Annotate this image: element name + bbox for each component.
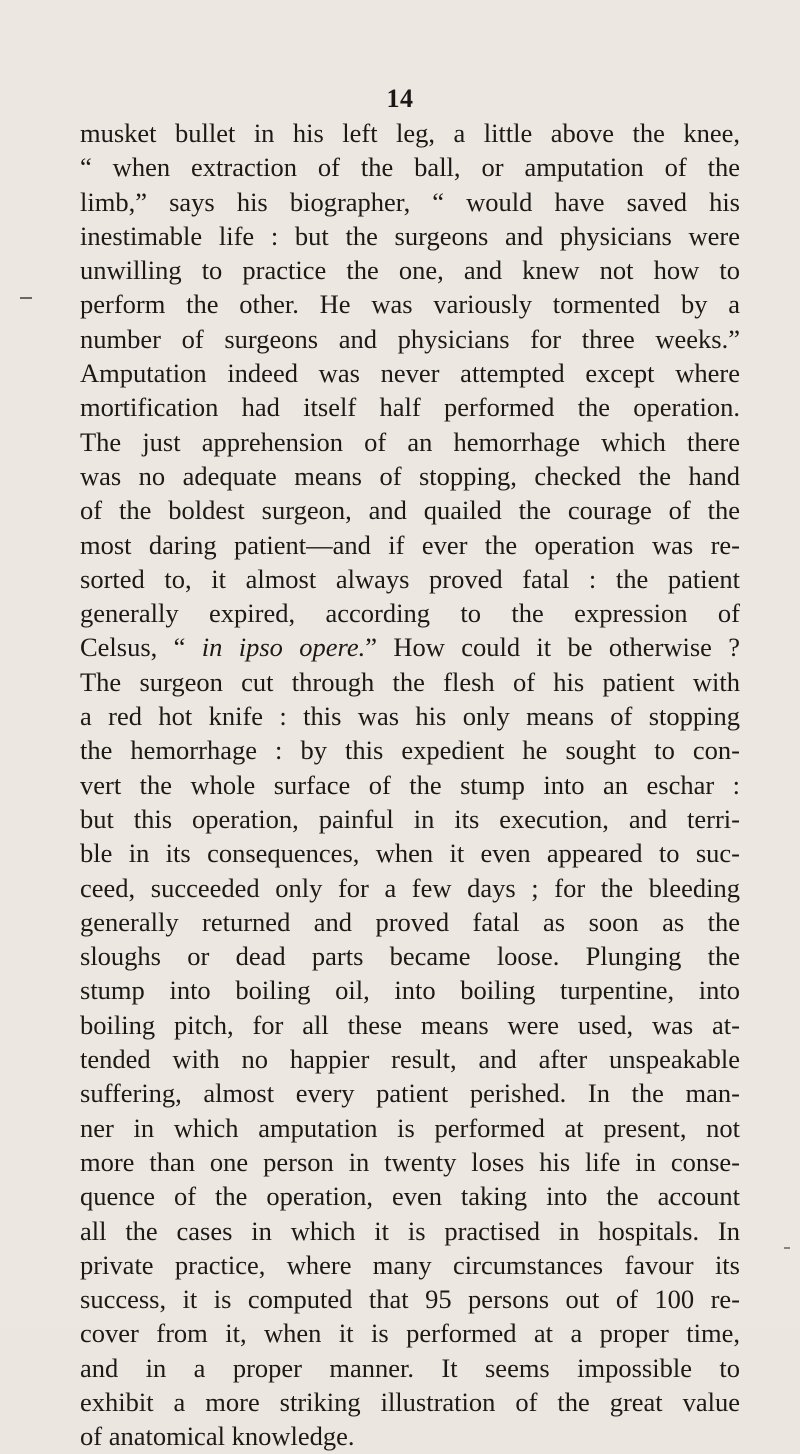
text-line: sloughs or dead parts became loose. Plunging the [80, 941, 740, 972]
text-line: ceed, succeeded only for a few days ; for the bleeding [80, 872, 740, 903]
text-line: but this operation, painful in its execution, and terri- [80, 803, 740, 834]
page-number: 14 [386, 84, 414, 113]
text-line: cover from it, when it is performed at a proper time, [80, 1318, 740, 1349]
text-line: “ when extraction of the ball, or amputation of the [80, 152, 740, 183]
text-line: more than one person in twenty loses his life in conse- [80, 1146, 740, 1177]
margin-mark [20, 297, 32, 299]
text-line: a red hot knife : this was his only means of stopping [80, 701, 740, 732]
text-line: ner in which amputation is performed at present, not [80, 1112, 740, 1143]
text-line: tended with no happier result, and after unspeakable [80, 1044, 740, 1075]
text-line: of the boldest surgeon, and quailed the courage of the [80, 495, 740, 526]
text-line: Celsus, “ in ipso opere.” How could it be otherwise ? [80, 632, 740, 663]
text-line: Amputation indeed was never attempted except where [80, 358, 740, 389]
text-line: generally returned and proved fatal as soon as the [80, 906, 740, 937]
text-line: quence of the operation, even taking into the account [80, 1181, 740, 1212]
text-line: generally expired, according to the expression of [80, 598, 740, 629]
text-line: and in a proper manner. It seems impossible to [80, 1352, 740, 1383]
italic-phrase: in ipso opere. [201, 632, 366, 663]
text-line: success, it is computed that 95 persons out of 100 re- [80, 1284, 740, 1315]
text-line: vert the whole surface of the stump into an eschar : [80, 769, 740, 800]
text-line: The just apprehension of an hemorrhage which there [80, 426, 740, 457]
text-line: private practice, where many circumstances favour its [80, 1249, 740, 1280]
text-line: mortification had itself half performed the operation. [80, 392, 740, 423]
text-line: The surgeon cut through the flesh of his patient with [80, 666, 740, 697]
text-line: of anatomical knowledge. [80, 1421, 355, 1452]
text-line: sorted to, it almost always proved fatal : the patient [80, 563, 740, 594]
text-line: ble in its consequences, when it even appeared to suc- [80, 838, 740, 869]
text-line: musket bullet in his left leg, a little above the knee, [80, 118, 740, 148]
text-line: all the cases in which it is practised in hospitals. In [80, 1215, 740, 1246]
text-line: perform the other. He was variously tormented by a [80, 289, 740, 320]
body-text [80, 116, 740, 1454]
text-line: the hemorrhage : by this expedient he sought to con- [80, 735, 740, 766]
text-line: unwilling to practice the one, and knew not how to [80, 255, 740, 286]
text-line: limb,” says his biographer, “ would have saved his [80, 186, 740, 217]
text-line: boiling pitch, for all these means were used, was at- [80, 1009, 740, 1040]
text-line: number of surgeons and physicians for three weeks.” [80, 323, 740, 354]
text-line: suffering, almost every patient perished. In the man- [80, 1078, 740, 1109]
text-line: stump into boiling oil, into boiling turpentine, into [80, 975, 740, 1006]
text-line: was no adequate means of stopping, checked the hand [80, 460, 740, 491]
text-line: most daring patient—and if ever the operation was re- [80, 529, 740, 560]
text-line: exhibit a more striking illustration of the great value [80, 1386, 740, 1417]
margin-mark-right [784, 1247, 790, 1249]
text-line: inestimable life : but the surgeons and physicians were [80, 220, 740, 251]
